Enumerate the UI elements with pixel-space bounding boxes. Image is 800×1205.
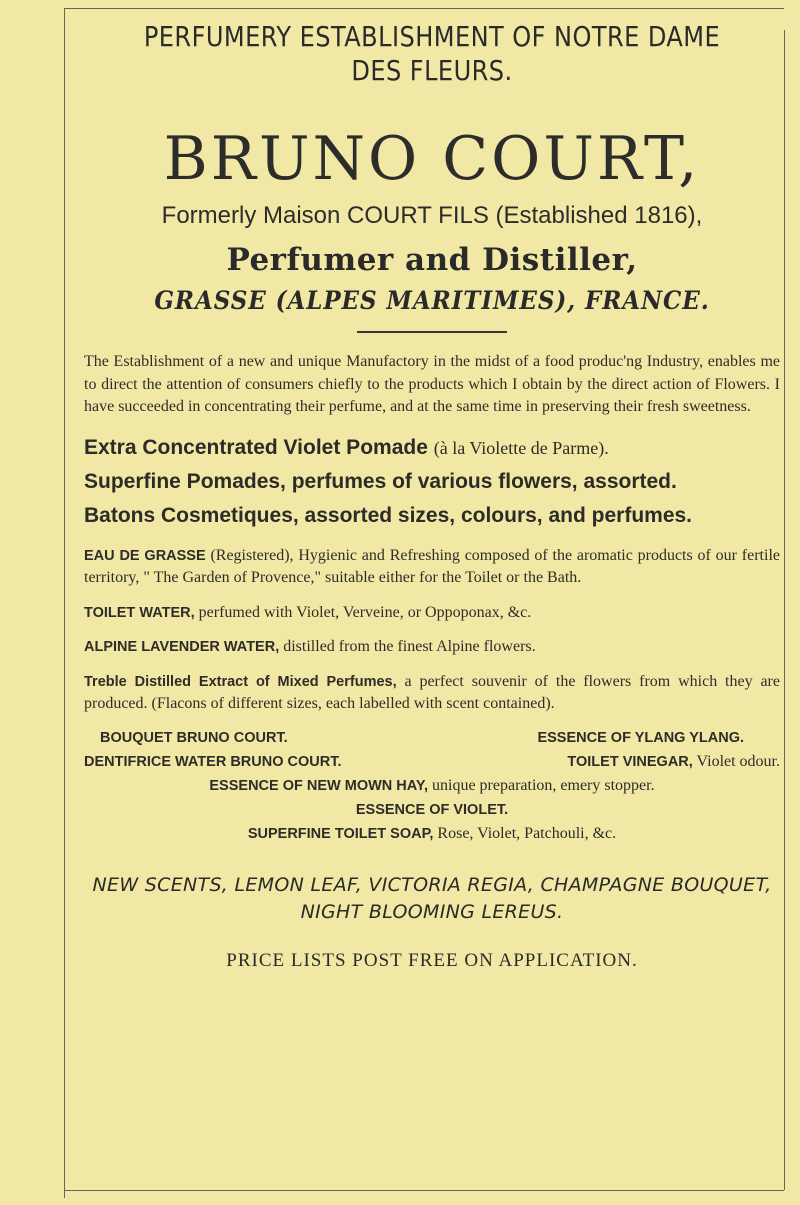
violet-pomade-line	[84, 433, 780, 463]
treble-distilled-text: a perfect souvenir of the flowers from which they are produced. (Flacons of different sizes, each labelled with scent contained).	[84, 672, 780, 712]
eau-de-grasse-text: (Registered), Hygienic and Refreshing composed of the aromatic products of our fertile territory, " The Garden of Provence," suitable either for the Toilet or the Bath.	[84, 546, 780, 586]
toilet-water-paragraph	[84, 602, 780, 625]
header-line-1: PERFUMERY ESTABLISHMENT OF NOTRE DAME	[143, 20, 721, 53]
new-scents-line-1: NEW SCENTS, LEMON LEAF, VICTORIA REGIA, CHAMPAGNE BOUQUET,	[92, 873, 772, 896]
violet-pomade-note: (à la Violette de Parme).	[433, 437, 609, 458]
left-border	[64, 8, 65, 1198]
violet-essence-name: ESSENCE OF VIOLET.	[355, 801, 509, 818]
bottom-border	[64, 1190, 784, 1191]
superfine-pomades-line: Superfine Pomades, perfumes of various flowers, assorted.	[84, 469, 677, 493]
vinegar-text: Violet odour.	[692, 752, 780, 770]
new-scents-line-2: NIGHT BLOOMING LEREUS.	[300, 900, 564, 923]
soap-text: Rose, Violet, Patchouli, &c.	[433, 824, 617, 842]
right-border	[784, 30, 785, 1190]
soap-name: SUPERFINE TOILET SOAP,	[247, 825, 434, 842]
formerly-line: Formerly Maison COURT FILS (Established 1816),	[161, 202, 703, 229]
vinegar-item	[567, 750, 780, 774]
treble-distilled-name: Treble Distilled Extract of Mixed Perfumes,	[84, 673, 397, 690]
alpine-lavender-text: distilled from the finest Alpine flowers.	[279, 638, 536, 655]
price-lists-line: PRICE LISTS POST FREE ON APPLICATION.	[226, 949, 638, 971]
treble-distilled-paragraph	[84, 671, 780, 716]
bouquet-item: BOUQUET BRUNO COURT.	[100, 729, 288, 746]
location-line: GRASSE (ALPES MARITIMES), FRANCE.	[154, 286, 710, 315]
eau-de-grasse-paragraph	[84, 545, 780, 590]
alpine-lavender-paragraph	[84, 636, 780, 659]
top-border	[64, 8, 784, 9]
ylang-item: ESSENCE OF YLANG YLANG.	[537, 729, 744, 746]
new-mown-hay-item	[84, 774, 780, 798]
toilet-water-name: TOILET WATER,	[84, 604, 195, 621]
batons-line: Batons Cosmetiques, assorted sizes, colours, and perfumes.	[84, 503, 693, 527]
advertisement-page	[84, 20, 780, 972]
vinegar-name: TOILET VINEGAR,	[567, 753, 693, 770]
header-line-2: DES FLEURS.	[351, 54, 513, 87]
essence-violet-item	[84, 798, 780, 822]
product-list	[84, 726, 780, 846]
profession-line: Perfumer and Distiller,	[226, 242, 638, 278]
list-row-2	[84, 750, 780, 774]
brand-title: BRUNO COURT,	[163, 124, 701, 194]
toilet-soap-item	[84, 822, 780, 846]
intro-paragraph: The Establishment of a new and unique Manufactory in the midst of a food produc'ng Industry, enables me to direct the attention of consumers chiefly to the products which I obtain by the direct action of Flowers. I have succeeded in concentrating their perfume, and at the same time in preserving their fresh sweetness.	[84, 353, 780, 415]
list-row-1	[84, 726, 780, 750]
new-scents-block	[84, 872, 780, 926]
dentifrice-item: DENTIFRICE WATER BRUNO COURT.	[84, 753, 342, 770]
eau-de-grasse-name: EAU DE GRASSE	[84, 547, 206, 564]
alpine-lavender-name: ALPINE LAVENDER WATER,	[84, 639, 280, 655]
violet-pomade-name: Extra Concentrated Violet Pomade	[84, 435, 428, 459]
divider-rule	[357, 331, 507, 333]
hay-text: unique preparation, emery stopper.	[428, 776, 655, 794]
toilet-water-text: perfumed with Violet, Verveine, or Oppoponax, &c.	[194, 603, 532, 621]
hay-name: ESSENCE OF NEW MOWN HAY,	[209, 777, 428, 794]
